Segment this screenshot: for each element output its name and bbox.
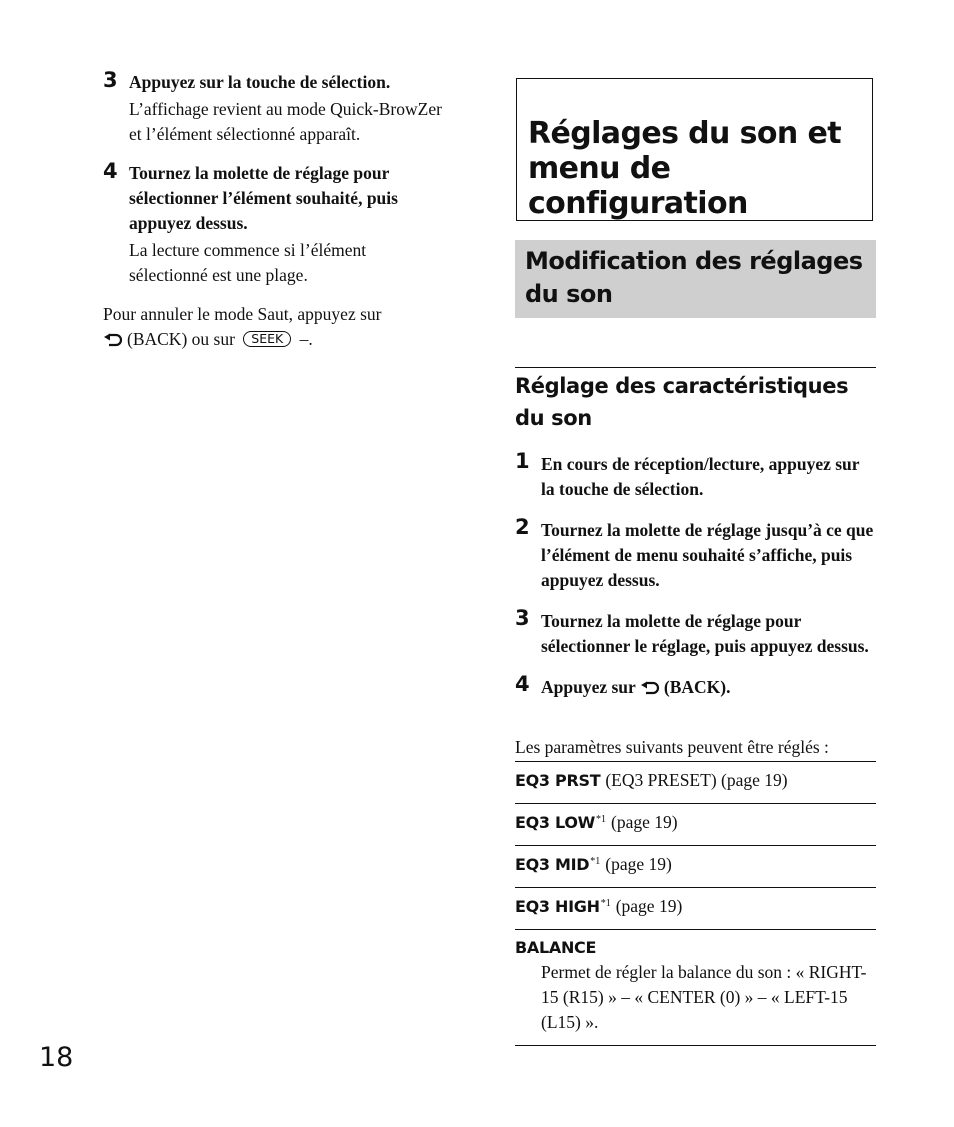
subsection-rule [515, 367, 876, 368]
seek-button-symbol: SEEK [243, 331, 291, 347]
step-text: Appuyez sur [541, 677, 636, 697]
step-1 [515, 449, 876, 502]
param-footnote-mark: *1 [596, 814, 607, 825]
step-instruction: Tournez la molette de réglage pour sélectionner le réglage, puis appuyez dessus. [541, 611, 869, 656]
step-number: 2 [515, 515, 530, 539]
param-reference: (page 19) [615, 896, 683, 916]
step-number: 1 [515, 449, 530, 473]
chapter-title-box [516, 78, 873, 221]
step-text-back: (BACK). [663, 677, 731, 697]
param-eq3-mid [515, 846, 876, 888]
param-balance [515, 930, 876, 1046]
back-arrow-icon [103, 329, 123, 354]
param-footnote-mark: *1 [600, 898, 611, 909]
note-tail: –. [299, 329, 313, 349]
step-description: La lecture commence si l’élément sélectionné est une plage. [129, 240, 367, 285]
parameter-list [515, 761, 876, 1046]
parameters-intro: Les paramètres suivants peuvent être réglés : [515, 737, 829, 757]
note-line: Pour annuler le mode Saut, appuyez sur [103, 304, 382, 324]
step-instruction [541, 675, 876, 702]
step-description: L’affichage revient au mode Quick-BrowZer et l’élément sélectionné apparaît. [129, 99, 442, 144]
step-instruction: Tournez la molette de réglage pour sélectionner l’élément souhaité, puis appuyez dessus. [129, 163, 398, 233]
section-heading-band [515, 240, 876, 318]
param-name: EQ3 HIGH [515, 897, 600, 916]
procedure-steps [515, 449, 876, 718]
step-4 [515, 672, 876, 702]
param-eq3-high [515, 888, 876, 930]
param-name: EQ3 MID [515, 855, 590, 874]
param-description: Permet de régler la balance du son : « RIGHT-15 (R15) » – « CENTER (0) » – « LEFT-15 (L15) ». [541, 962, 867, 1032]
param-name: EQ3 LOW [515, 813, 596, 832]
param-name: EQ3 PRST [515, 771, 601, 790]
param-footnote-mark: *1 [590, 856, 601, 867]
page-number: 18 [39, 1042, 74, 1073]
step-number: 3 [515, 606, 530, 630]
step-number: 4 [515, 672, 530, 696]
back-text: (BACK) ou sur [127, 329, 235, 349]
step-number: 4 [103, 159, 118, 183]
step-3 [515, 606, 876, 659]
param-reference: (EQ3 PRESET) (page 19) [605, 770, 788, 790]
cancel-note [103, 302, 448, 354]
step-instruction: En cours de réception/lecture, appuyez sur la touche de sélection. [541, 454, 860, 499]
left-column [103, 70, 448, 354]
param-reference: (page 19) [611, 812, 678, 832]
chapter-title: Réglages du son et menu de configuration [528, 116, 842, 221]
param-eq3-low [515, 804, 876, 846]
step-4-left [103, 161, 448, 288]
section-title: Modification des réglages du son [525, 247, 863, 308]
param-eq3-prst [515, 762, 876, 804]
subsection-title: Réglage des caractéristiques du son [515, 374, 849, 430]
step-instruction: Appuyez sur la touche de sélection. [129, 72, 391, 92]
step-number: 3 [103, 68, 118, 92]
step-3-left [103, 70, 448, 147]
param-reference: (page 19) [605, 854, 672, 874]
step-instruction: Tournez la molette de réglage jusqu’à ce que l’élément de menu souhaité s’affiche, puis appuyez dessus. [541, 520, 874, 590]
step-2 [515, 515, 876, 593]
back-arrow-icon [640, 677, 660, 702]
param-name: BALANCE [515, 938, 597, 957]
